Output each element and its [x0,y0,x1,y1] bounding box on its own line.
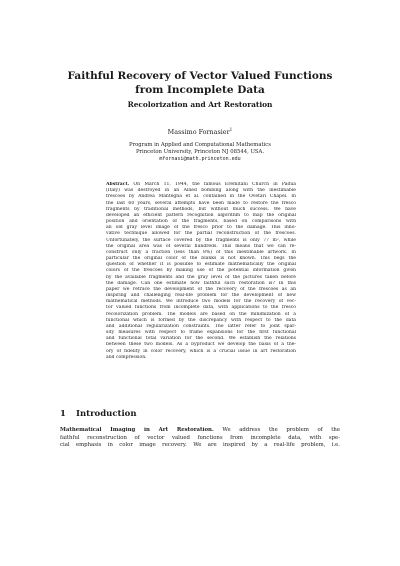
author-name [60,127,340,136]
body-line-text: We address the problem of the [222,427,340,433]
abstract-line: an old gray level image of the fresco prior to the damage. This inno- [106,225,296,231]
section-heading [60,409,137,419]
paragraph-heading: Mathematical Imaging in Art Restoration. [60,427,214,433]
abstract-line: particular the original color of the blanks is not known. This begs the [106,256,296,262]
abstract-line: paper we retrace the development of the recovery of the frescoes as an [106,286,296,292]
abstract-line: the last 60 years, several attempts have been made to restore the fresco [106,200,296,206]
body-line: cial emphasis in color image recovery. We are inspired by a real-life problem, i.e. [60,442,340,449]
paper-title-line-2: from Incomplete Data [135,84,265,96]
section-title: Introduction [76,409,137,419]
abstract-line: the original area was of several hundreds. This means that we can re- [106,243,296,249]
abstract-line: sity measures with respect to frame expansions for the first functional [106,330,296,336]
abstract-line: position and orientation of the fragments, based on comparisons with [106,219,296,225]
abstract-line: by the available fragments and the gray level of the pictures taken before [106,274,296,280]
abstract-line: Unfortunately, the surface covered by the fragments is only 77 m², while [106,237,296,243]
abstract-line: fragments by traditional methods, but without much success. We have [106,206,296,212]
abstract-line-text: On March 11, 1944, the famous Eremitani Church in Padua [133,182,296,187]
abstract-line: developed an efficient pattern recognition algorithm to map the original [106,212,296,218]
author-email: mfornasi@math.princeton.edu [159,156,241,162]
abstract-line: functional which is formed by the discrepancy with respect to the data [106,317,296,323]
abstract-line: the damage. Can one estimate how faithful such restoration is? In this [106,280,296,286]
abstract-line: and additional regularization constraints. The latter refer to joint spar- [106,323,296,329]
affiliation-line-1: Program in Applied and Computational Mathematics [129,142,271,148]
abstract-line: recolorization problem. The models are based on the minimization of a [106,311,296,317]
abstract-line: vative technique allowed for the partial reconstruction of the frescoes. [106,231,296,237]
author-footnote-mark: 1 [229,127,233,132]
paper-subtitle: Recolorization and Art Restoration [127,100,273,109]
affiliation-line-2: Princeton University, Princeton NJ 08544, USA. [135,149,265,155]
abstract-line: between these two models. As a byproduct we develop the basis of a the- [106,342,296,348]
abstract-line: question of whether it is possible to estimate mathematically the original [106,262,296,268]
abstract-line: and functional total variation for the second. We establish the relations [106,336,296,342]
abstract-line: (Italy) was destroyed in an Allied bombing along with the inestimable [106,188,296,194]
abstract [106,182,296,361]
abstract-heading: Abstract. [106,182,130,187]
intro-paragraph [60,427,340,450]
author-text: Massimo Fornasier [167,128,230,137]
body-line [60,427,340,435]
section-number: 1 [60,409,66,419]
abstract-line: tor valued functions from incomplete data, with applications to the fresco [106,305,296,311]
abstract-line: inspiring and challenging real-life problem for the development of new [106,293,296,299]
body-line: faithful reconstruction of vector valued functions from incomplete data, with spe- [60,434,340,441]
abstract-line: and compression. [106,354,147,360]
abstract-line: colors of the frescoes by making use of the potential information given [106,268,296,274]
abstract-line: frescoes by Andrea Mantegna et al. contained in the Ovetari Chapel. In [106,194,296,200]
abstract-line: construct only a fraction (less than 8%) of this inestimable artwork. In [106,249,296,255]
paper-title-line-1: Faithful Recovery of Vector Valued Functions [67,70,333,82]
abstract-line: ory of fidelity in color recovery, which is a crucial issue in art restoration [106,348,296,354]
abstract-line: mathematical methods. We introduce two models for the recovery of vec- [106,299,296,305]
